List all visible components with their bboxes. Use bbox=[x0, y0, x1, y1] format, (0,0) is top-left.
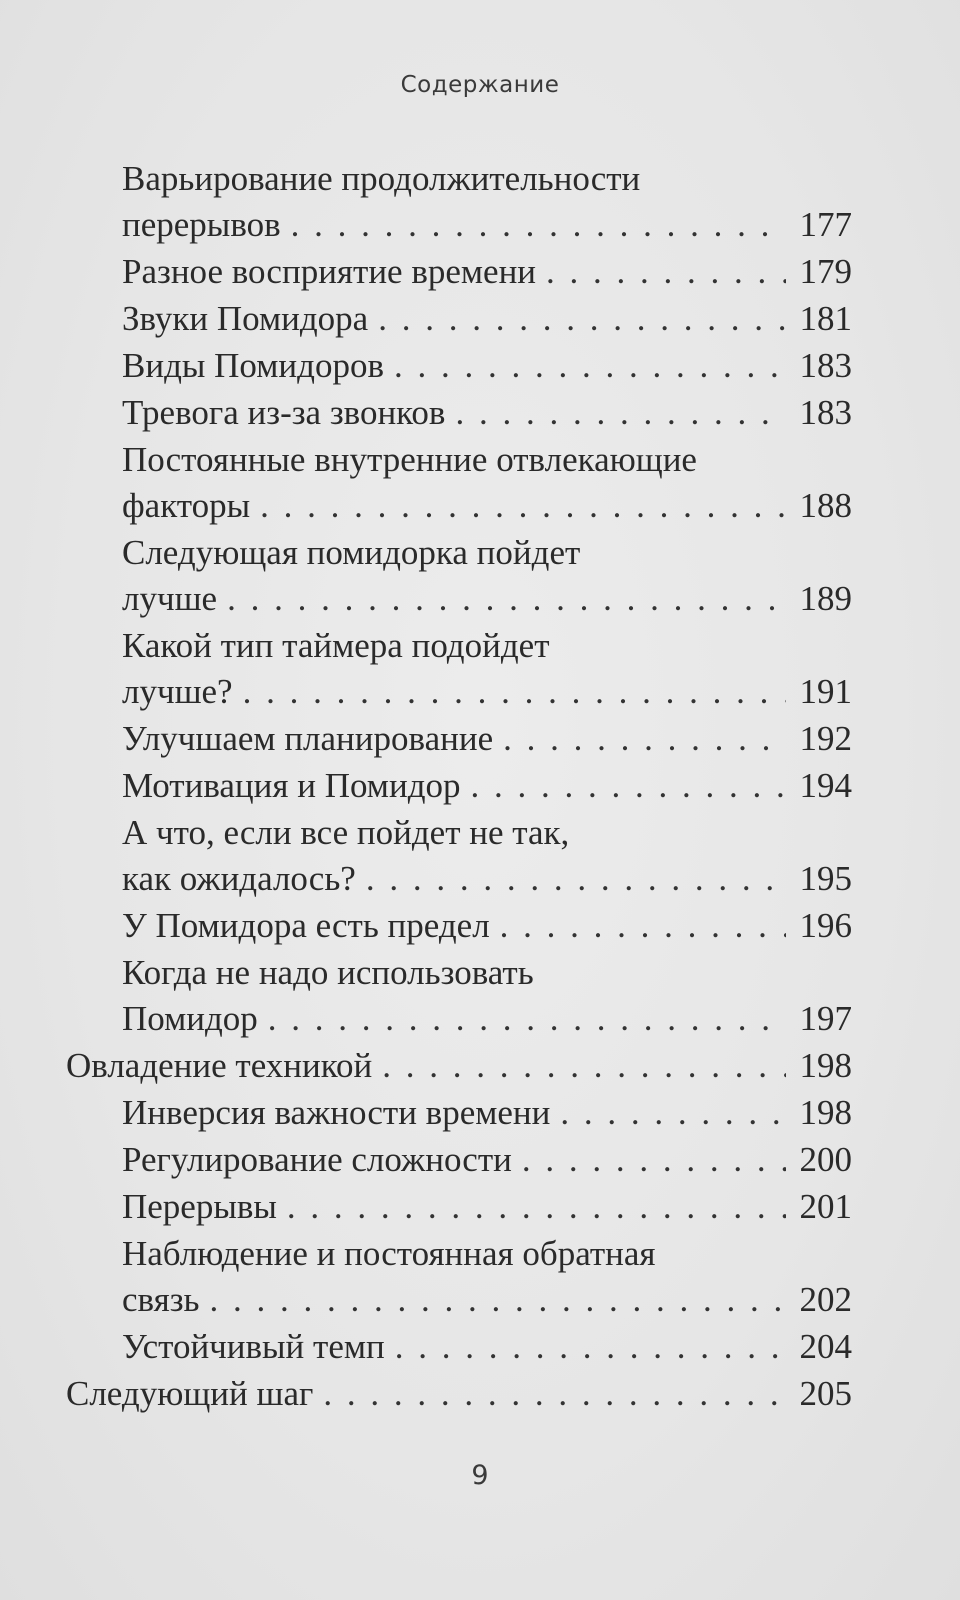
toc-entry-page: 201 bbox=[799, 1187, 852, 1226]
dot-leader bbox=[210, 1277, 787, 1323]
toc-entry-title: А что, если все пойдет не так, bbox=[122, 813, 570, 852]
toc-entry-line bbox=[66, 1371, 852, 1417]
toc-entry-title: Варьирование продолжительности bbox=[122, 159, 641, 198]
toc-entry-page: 198 bbox=[799, 1046, 852, 1085]
toc-entry-title: Устойчивый темп bbox=[122, 1327, 385, 1366]
toc-entry bbox=[0, 530, 852, 622]
toc-entry-page: 202 bbox=[799, 1280, 852, 1319]
toc-entry-line bbox=[122, 1184, 852, 1230]
toc-entry-title: Какой тип таймера подойдет bbox=[122, 626, 550, 665]
toc-entry-title: Регулирование сложности bbox=[122, 1140, 512, 1179]
dot-leader bbox=[560, 1090, 786, 1136]
toc-entry-page: 191 bbox=[799, 672, 852, 711]
dot-leader bbox=[522, 1137, 786, 1183]
toc-entry bbox=[0, 156, 852, 248]
toc-entry-page: 196 bbox=[799, 906, 852, 945]
toc-entry-title: Наблюдение и постоянная обратная bbox=[122, 1234, 656, 1273]
dot-leader bbox=[394, 343, 786, 389]
toc-entry bbox=[0, 1090, 852, 1136]
toc-entry-line bbox=[122, 296, 852, 342]
toc-entry bbox=[0, 1043, 852, 1089]
dot-leader bbox=[455, 390, 786, 436]
toc-entry-line bbox=[122, 716, 852, 762]
toc-entry-page: 198 bbox=[799, 1093, 852, 1132]
toc-entry-line bbox=[122, 437, 852, 483]
toc-entry-title: Следующий шаг bbox=[66, 1374, 314, 1413]
toc-entry-title: перерывов bbox=[122, 205, 281, 244]
toc-entry bbox=[0, 437, 852, 529]
toc-entry-line bbox=[122, 996, 852, 1042]
toc-entry bbox=[0, 1231, 852, 1323]
dot-leader bbox=[366, 856, 786, 902]
toc-entry-line bbox=[122, 1277, 852, 1323]
toc-entry-line bbox=[122, 669, 852, 715]
toc-entry bbox=[0, 950, 852, 1042]
toc-entry-title: Когда не надо использовать bbox=[122, 953, 534, 992]
toc-entry-page: 205 bbox=[799, 1374, 852, 1413]
toc-entry-line bbox=[122, 1231, 852, 1277]
toc-entry bbox=[0, 903, 852, 949]
toc-entry-line bbox=[122, 390, 852, 436]
dot-leader bbox=[382, 1043, 786, 1089]
toc-entry bbox=[0, 390, 852, 436]
toc-entry bbox=[0, 810, 852, 902]
toc-entry-page: 183 bbox=[799, 393, 852, 432]
toc-entry-title: Улучшаем планирование bbox=[122, 719, 494, 758]
running-head: Содержание bbox=[400, 72, 560, 98]
toc-entry-line bbox=[122, 343, 852, 389]
toc-entry-line bbox=[66, 1043, 852, 1089]
toc-entry-page: 194 bbox=[799, 766, 852, 805]
dot-leader bbox=[471, 763, 787, 809]
page-number: 9 bbox=[471, 1460, 489, 1491]
dot-leader bbox=[291, 202, 786, 248]
toc-entry-title: Мотивация и Помидор bbox=[122, 766, 461, 805]
toc-entry-line bbox=[122, 856, 852, 902]
toc-entry-title: как ожидалось? bbox=[122, 859, 356, 898]
dot-leader bbox=[378, 296, 786, 342]
toc-entry-page: 181 bbox=[799, 299, 852, 338]
toc-entry-title: связь bbox=[122, 1280, 200, 1319]
toc-entry-page: 179 bbox=[799, 252, 852, 291]
toc-entry-line bbox=[122, 623, 852, 669]
toc-entry-line bbox=[122, 903, 852, 949]
toc-entry bbox=[0, 249, 852, 295]
dot-leader bbox=[260, 483, 786, 529]
toc-entry bbox=[0, 296, 852, 342]
toc-entry-line bbox=[122, 1137, 852, 1183]
toc-entry-page: 177 bbox=[799, 205, 852, 244]
dot-leader bbox=[323, 1371, 786, 1417]
dot-leader bbox=[268, 996, 786, 1042]
toc-entry bbox=[0, 343, 852, 389]
toc-entry-title: лучше bbox=[122, 579, 218, 618]
toc-entry-title: лучше? bbox=[122, 672, 233, 711]
toc-entry-page: 188 bbox=[799, 486, 852, 525]
toc-entry-title: Следующая помидорка пойдет bbox=[122, 533, 581, 572]
dot-leader bbox=[546, 249, 786, 295]
toc-entry-line bbox=[122, 950, 852, 996]
toc-entry-title: Тревога из-за звонков bbox=[122, 393, 446, 432]
dot-leader bbox=[500, 903, 786, 949]
toc-entry-title: Инверсия важности времени bbox=[122, 1093, 551, 1132]
toc-entry bbox=[0, 1324, 852, 1370]
toc-entry-line bbox=[122, 576, 852, 622]
toc-entry bbox=[0, 1137, 852, 1183]
toc-entry-line bbox=[122, 156, 852, 202]
toc-entry-page: 189 bbox=[799, 579, 852, 618]
toc-entry-line bbox=[122, 1090, 852, 1136]
toc-entry-line bbox=[122, 483, 852, 529]
toc-entry-page: 192 bbox=[799, 719, 852, 758]
toc-entry-title: Разное восприятие времени bbox=[122, 252, 537, 291]
dot-leader bbox=[287, 1184, 786, 1230]
toc-entry-title: Овладение техникой bbox=[66, 1046, 373, 1085]
toc-entry-title: Постоянные внутренние отвлекающие bbox=[122, 440, 697, 479]
dot-leader bbox=[503, 716, 786, 762]
toc-entry-page: 183 bbox=[799, 346, 852, 385]
toc-entry-line bbox=[122, 202, 852, 248]
toc-entry-line bbox=[122, 530, 852, 576]
toc-entry bbox=[0, 1184, 852, 1230]
toc-entry-title: У Помидора есть предел bbox=[122, 906, 490, 945]
toc-entry-title: Перерывы bbox=[122, 1187, 277, 1226]
dot-leader bbox=[243, 669, 786, 715]
toc-entry-line bbox=[122, 763, 852, 809]
toc-entry-page: 197 bbox=[799, 999, 852, 1038]
toc-entry bbox=[0, 623, 852, 715]
toc-entry bbox=[0, 1371, 852, 1417]
toc-entry-page: 200 bbox=[799, 1140, 852, 1179]
dot-leader bbox=[227, 576, 786, 622]
toc-entry-title: Звуки Помидора bbox=[122, 299, 369, 338]
toc-entry-line bbox=[122, 1324, 852, 1370]
toc-entry-title: факторы bbox=[122, 486, 251, 525]
toc-entry bbox=[0, 716, 852, 762]
toc-entry-page: 195 bbox=[799, 859, 852, 898]
toc-entry-title: Помидор bbox=[122, 999, 258, 1038]
toc-entry bbox=[0, 763, 852, 809]
toc-entry-line bbox=[122, 810, 852, 856]
toc-entry-title: Виды Помидоров bbox=[122, 346, 384, 385]
table-of-contents bbox=[0, 156, 960, 1418]
dot-leader bbox=[395, 1324, 786, 1370]
toc-entry-line bbox=[122, 249, 852, 295]
toc-entry-page: 204 bbox=[799, 1327, 852, 1366]
